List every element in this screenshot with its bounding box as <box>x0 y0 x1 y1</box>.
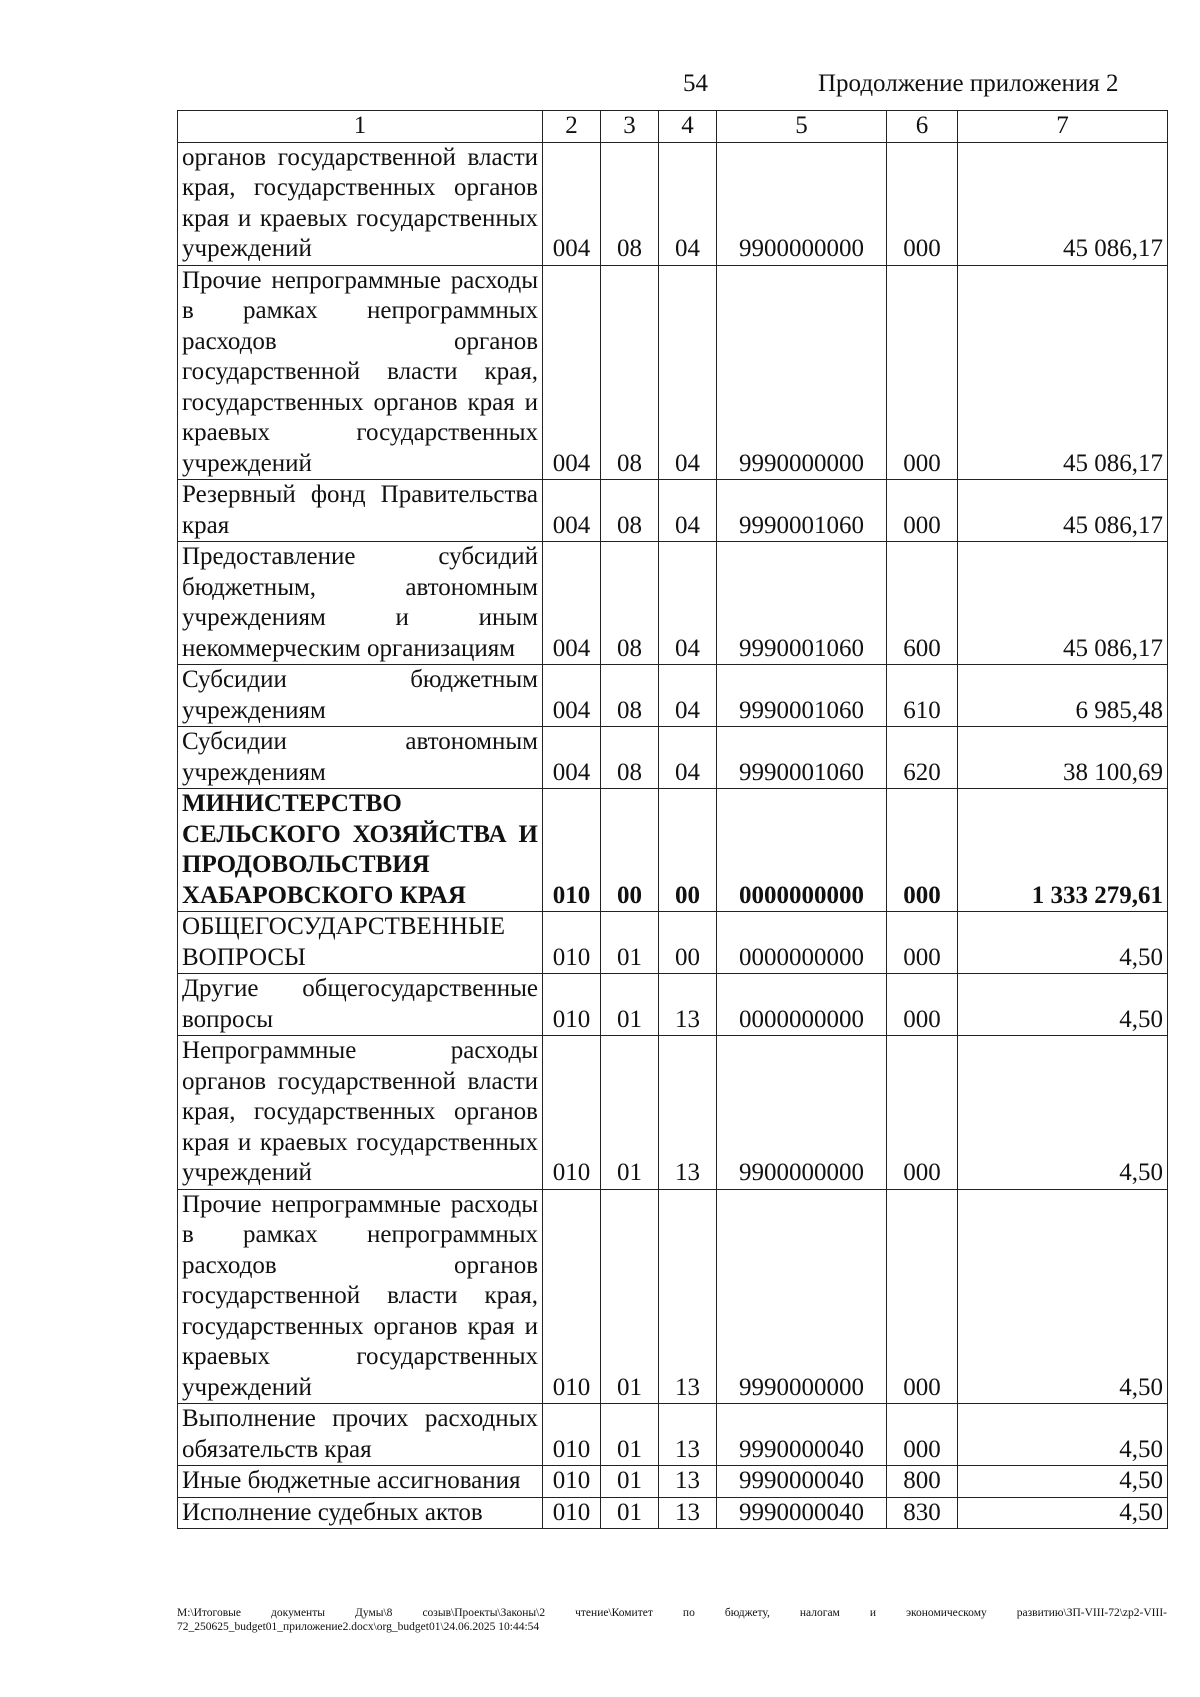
code-expense-type: 000 <box>887 1404 958 1466</box>
row-description: Исполнение судебных актов <box>178 1497 543 1529</box>
code-subsection: 04 <box>659 480 717 542</box>
code-admin: 010 <box>543 1036 601 1190</box>
row-description: органов государственной власти края, государственных органов края и краевых государственных учреждений <box>178 142 543 265</box>
code-subsection: 04 <box>659 542 717 665</box>
column-header: 6 <box>887 111 958 143</box>
code-target-article: 9990001060 <box>717 727 887 789</box>
column-header: 1 <box>178 111 543 143</box>
row-description: Субсидии бюджетным учреждениям <box>178 665 543 727</box>
code-section: 08 <box>601 265 659 480</box>
amount-value: 45 086,17 <box>958 542 1168 665</box>
column-header: 4 <box>659 111 717 143</box>
code-section: 08 <box>601 727 659 789</box>
code-expense-type: 000 <box>887 912 958 974</box>
amount-value: 4,50 <box>958 1466 1168 1498</box>
code-section: 01 <box>601 1497 659 1529</box>
code-admin: 010 <box>543 1497 601 1529</box>
code-section: 08 <box>601 665 659 727</box>
code-target-article: 9990000040 <box>717 1466 887 1498</box>
row-description: ОБЩЕГОСУДАРСТВЕННЫЕ ВОПРОСЫ <box>178 912 543 974</box>
code-target-article: 9900000000 <box>717 142 887 265</box>
row-description: Выполнение прочих расходных обязательств края <box>178 1404 543 1466</box>
code-admin: 010 <box>543 974 601 1036</box>
code-section: 01 <box>601 1036 659 1190</box>
code-target-article: 9990000000 <box>717 265 887 480</box>
code-admin: 004 <box>543 542 601 665</box>
budget-table <box>177 110 1168 1529</box>
code-admin: 010 <box>543 912 601 974</box>
amount-value: 45 086,17 <box>958 265 1168 480</box>
code-admin: 010 <box>543 1466 601 1498</box>
code-expense-type: 000 <box>887 480 958 542</box>
code-target-article: 9990001060 <box>717 542 887 665</box>
code-target-article: 9990000040 <box>717 1404 887 1466</box>
amount-value: 4,50 <box>958 1497 1168 1529</box>
code-target-article: 9990000040 <box>717 1497 887 1529</box>
code-admin: 010 <box>543 1404 601 1466</box>
amount-value: 4,50 <box>958 912 1168 974</box>
table-row <box>178 789 1168 912</box>
column-header: 5 <box>717 111 887 143</box>
amount-value: 38 100,69 <box>958 727 1168 789</box>
code-section: 01 <box>601 1404 659 1466</box>
row-description: Резервный фонд Правительства края <box>178 480 543 542</box>
table-row <box>178 142 1168 265</box>
table-header-row <box>178 111 1168 143</box>
code-expense-type: 800 <box>887 1466 958 1498</box>
row-description: Субсидии автономным учреждениям <box>178 727 543 789</box>
code-expense-type: 000 <box>887 1189 958 1404</box>
table-row <box>178 480 1168 542</box>
table-row <box>178 1497 1168 1529</box>
amount-value: 4,50 <box>958 1189 1168 1404</box>
row-description: Непрограммные расходы органов государственной власти края, государственных органов края и краевых государственных учреждений <box>178 1036 543 1190</box>
code-expense-type: 600 <box>887 542 958 665</box>
code-target-article: 9990001060 <box>717 480 887 542</box>
code-admin: 004 <box>543 727 601 789</box>
amount-value: 4,50 <box>958 1036 1168 1190</box>
table-row <box>178 1189 1168 1404</box>
code-section: 08 <box>601 480 659 542</box>
code-subsection: 04 <box>659 665 717 727</box>
amount-value: 4,50 <box>958 974 1168 1036</box>
page-number: 54 <box>683 70 708 97</box>
code-subsection: 13 <box>659 1497 717 1529</box>
table-row <box>178 727 1168 789</box>
code-subsection: 13 <box>659 1404 717 1466</box>
code-admin: 004 <box>543 142 601 265</box>
code-expense-type: 000 <box>887 974 958 1036</box>
amount-value: 45 086,17 <box>958 480 1168 542</box>
row-description: Предоставление субсидий бюджетным, автономным учреждениям и иным некоммерческим организациям <box>178 542 543 665</box>
code-expense-type: 000 <box>887 265 958 480</box>
code-target-article: 0000000000 <box>717 912 887 974</box>
table-row <box>178 265 1168 480</box>
table-row <box>178 1404 1168 1466</box>
row-description: Прочие непрограммные расходы в рамках непрограммных расходов органов государственной власти края, государственных органов края и краевых государственных учреждений <box>178 1189 543 1404</box>
document-path-footer: М:\Итоговые документы Думы\8 созыв\Проекты\Законы\2 чтение\Комитет по бюджету, налогам и экономическому развитию\ЗП-VIII-72\zp2-VIII-72_250625_budget01_приложение2.docx\org_budget01\24.06.2025 10:44:54 <box>177 1607 1167 1633</box>
amount-value: 1 333 279,61 <box>958 789 1168 912</box>
code-expense-type: 000 <box>887 789 958 912</box>
table-body <box>178 142 1168 1529</box>
row-description: Иные бюджетные ассигнования <box>178 1466 543 1498</box>
row-description: Другие общегосударственные вопросы <box>178 974 543 1036</box>
code-section: 01 <box>601 974 659 1036</box>
code-expense-type: 620 <box>887 727 958 789</box>
code-subsection: 00 <box>659 912 717 974</box>
code-admin: 004 <box>543 665 601 727</box>
table-row <box>178 974 1168 1036</box>
code-admin: 004 <box>543 265 601 480</box>
continuation-label: Продолжение приложения 2 <box>818 70 1119 97</box>
code-subsection: 00 <box>659 789 717 912</box>
column-header: 3 <box>601 111 659 143</box>
code-subsection: 13 <box>659 1189 717 1404</box>
code-section: 01 <box>601 1466 659 1498</box>
code-section: 01 <box>601 912 659 974</box>
code-subsection: 13 <box>659 974 717 1036</box>
row-description: МИНИСТЕРСТВО СЕЛЬСКОГО ХОЗЯЙСТВА И ПРОДОВОЛЬСТВИЯ ХАБАРОВСКОГО КРАЯ <box>178 789 543 912</box>
code-expense-type: 610 <box>887 665 958 727</box>
code-section: 00 <box>601 789 659 912</box>
amount-value: 45 086,17 <box>958 142 1168 265</box>
code-target-article: 0000000000 <box>717 974 887 1036</box>
table-row <box>178 1466 1168 1498</box>
column-header: 2 <box>543 111 601 143</box>
amount-value: 4,50 <box>958 1404 1168 1466</box>
code-subsection: 04 <box>659 142 717 265</box>
code-target-article: 0000000000 <box>717 789 887 912</box>
table-row <box>178 542 1168 665</box>
table-row <box>178 1036 1168 1190</box>
code-target-article: 9990000000 <box>717 1189 887 1404</box>
code-section: 08 <box>601 142 659 265</box>
code-expense-type: 000 <box>887 1036 958 1190</box>
amount-value: 6 985,48 <box>958 665 1168 727</box>
code-subsection: 13 <box>659 1466 717 1498</box>
column-header: 7 <box>958 111 1168 143</box>
code-admin: 010 <box>543 1189 601 1404</box>
table-row <box>178 912 1168 974</box>
code-expense-type: 000 <box>887 142 958 265</box>
code-target-article: 9900000000 <box>717 1036 887 1190</box>
code-subsection: 13 <box>659 1036 717 1190</box>
code-expense-type: 830 <box>887 1497 958 1529</box>
code-subsection: 04 <box>659 727 717 789</box>
row-description: Прочие непрограммные расходы в рамках непрограммных расходов органов государственной власти края, государственных органов края и краевых государственных учреждений <box>178 265 543 480</box>
code-admin: 004 <box>543 480 601 542</box>
code-target-article: 9990001060 <box>717 665 887 727</box>
table-row <box>178 665 1168 727</box>
code-section: 01 <box>601 1189 659 1404</box>
code-section: 08 <box>601 542 659 665</box>
code-admin: 010 <box>543 789 601 912</box>
code-subsection: 04 <box>659 265 717 480</box>
